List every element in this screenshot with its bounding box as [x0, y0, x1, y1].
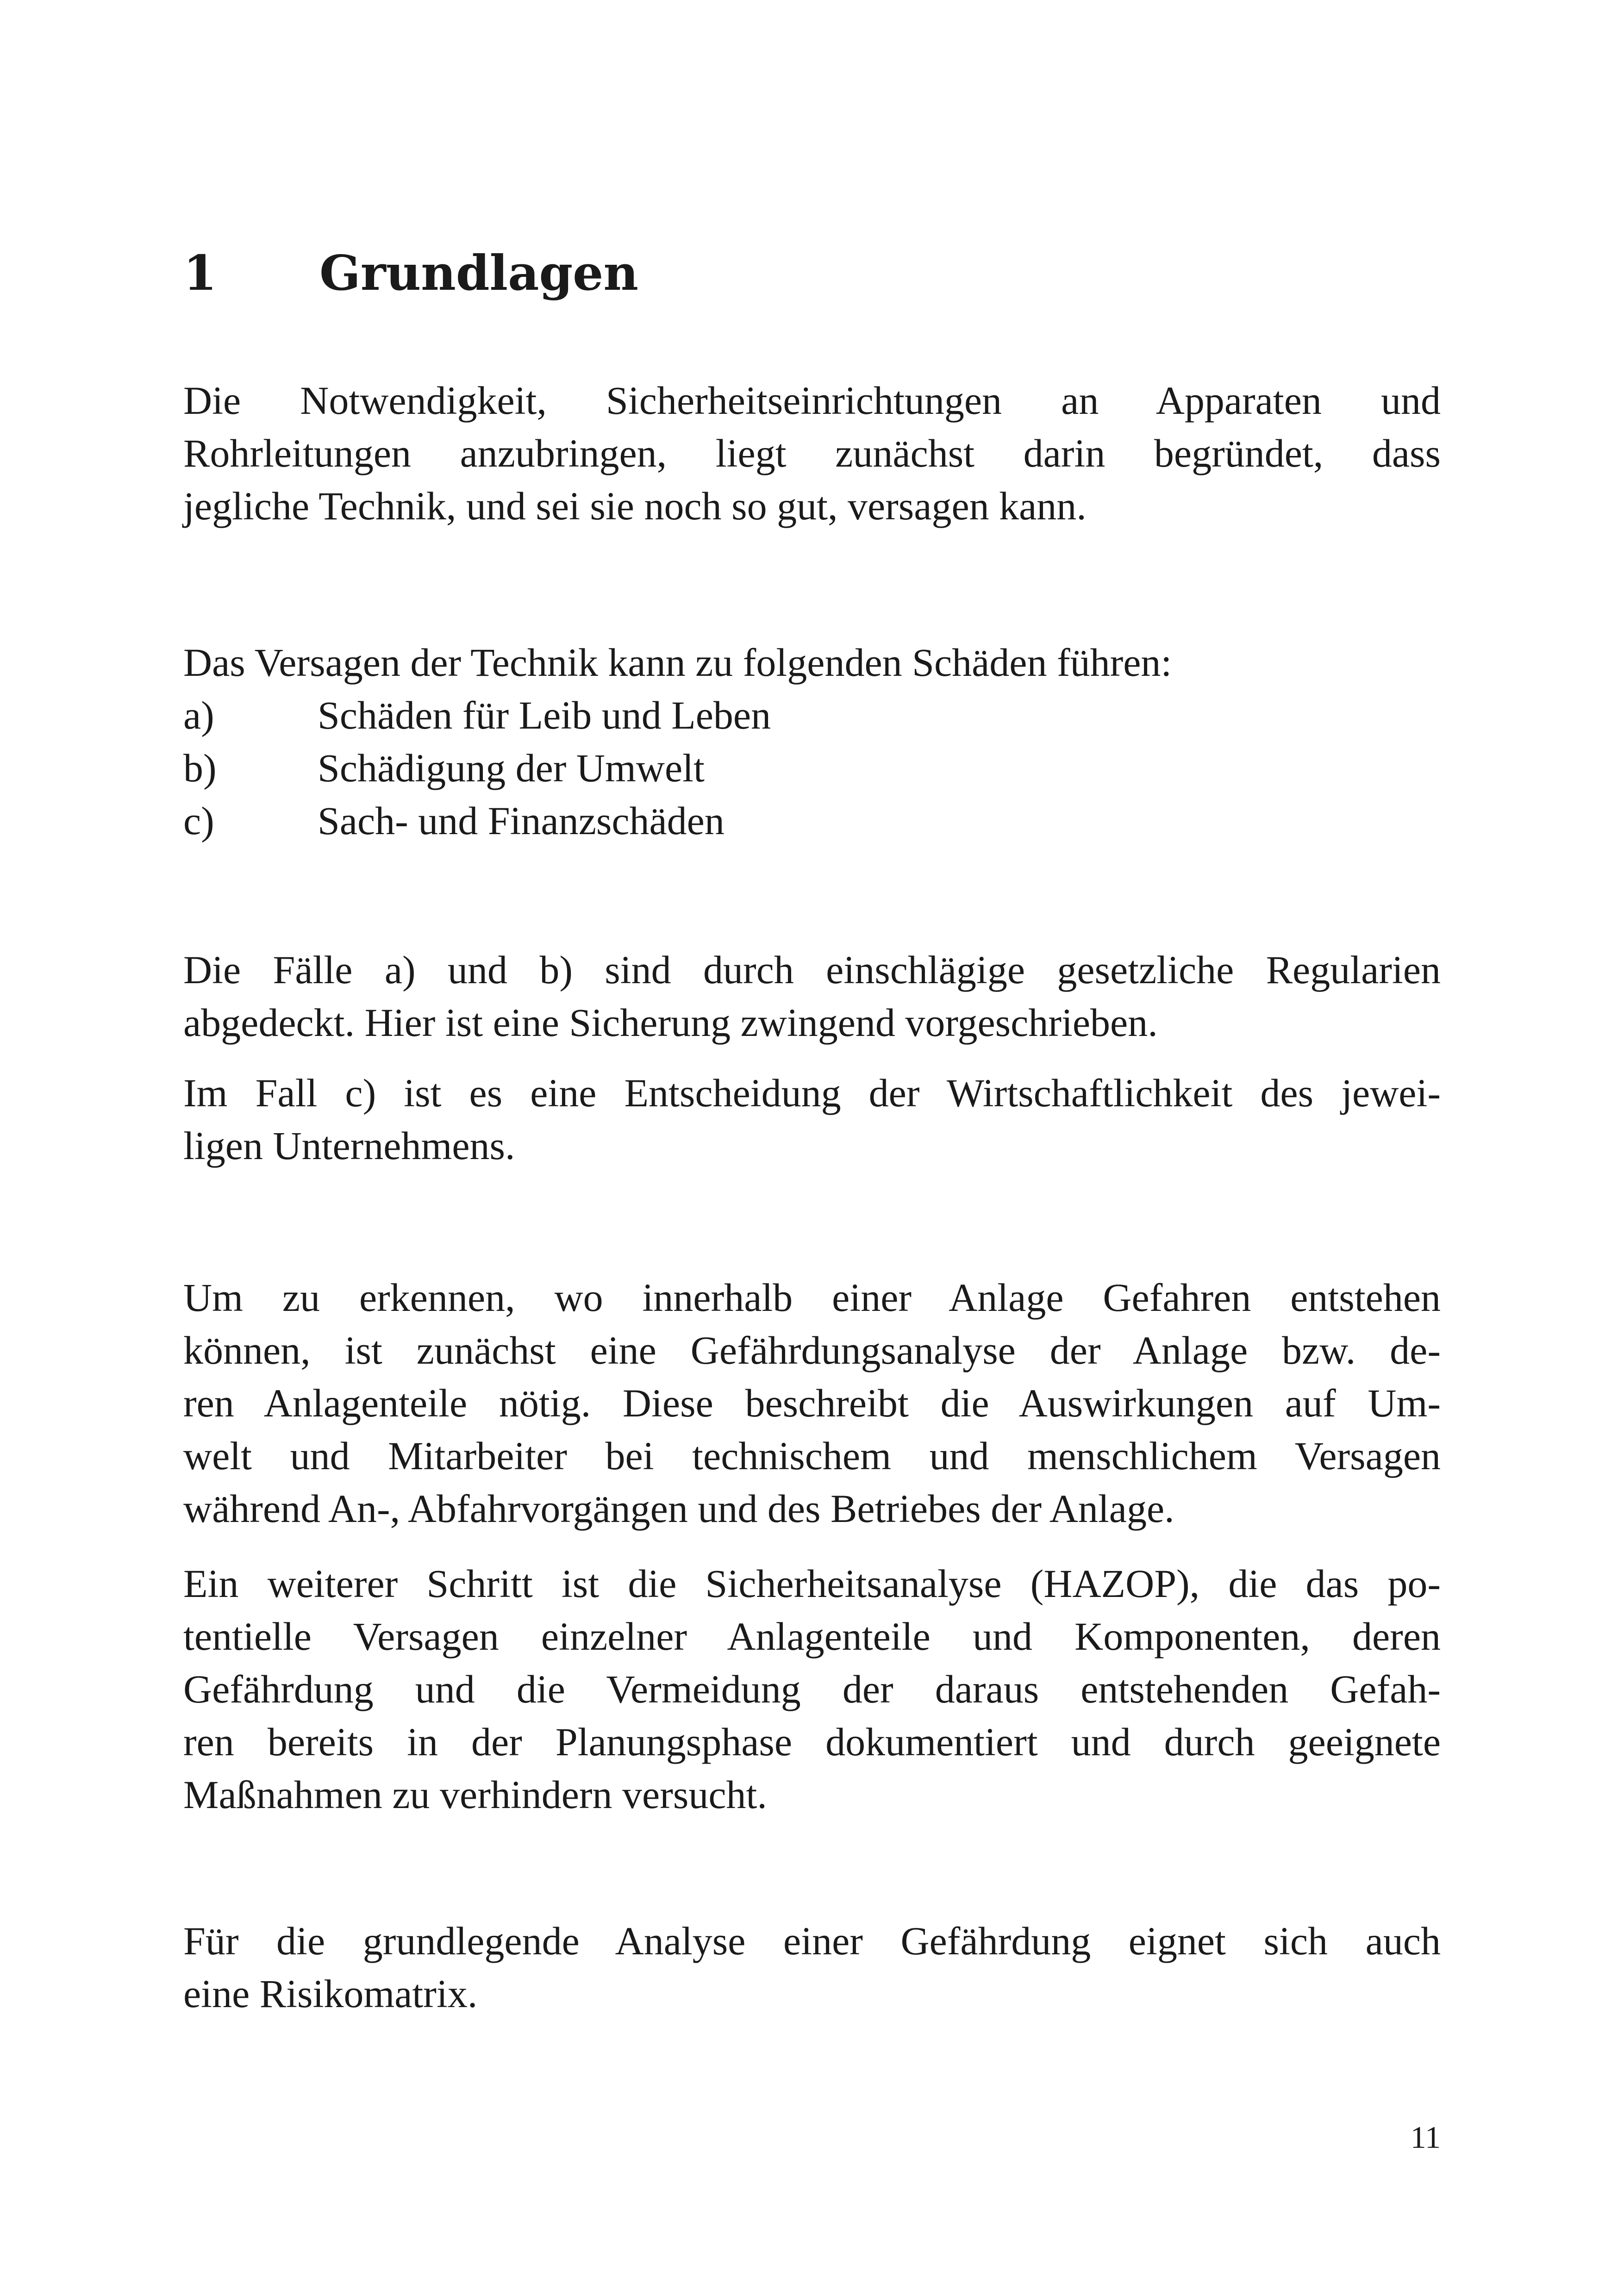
- page-number: 11: [1410, 2120, 1441, 2155]
- text-line: Die Fälle a) und b) sind durch einschlägige gesetzliche Regularien: [183, 948, 1441, 992]
- text-line: Im Fall c) ist es eine Entscheidung der Wirtschaftlichkeit des jewei-: [183, 1071, 1441, 1115]
- list-marker: a): [183, 693, 214, 737]
- text-line: Um zu erkennen, wo innerhalb einer Anlage Gefahren entstehen: [183, 1275, 1441, 1320]
- chapter-title: Grundlagen: [319, 244, 638, 301]
- list-marker: c): [183, 798, 214, 843]
- text-line: können, ist zunächst eine Gefährdungsanalyse der Anlage bzw. de-: [183, 1328, 1441, 1372]
- text-line: jegliche Technik, und sei sie noch so gut, versagen kann.: [183, 484, 1087, 528]
- list-item-text: Sach- und Finanzschäden: [318, 798, 725, 843]
- text-line: abgedeckt. Hier ist eine Sicherung zwingend vorgeschrieben.: [183, 1000, 1158, 1045]
- chapter-number: 1: [183, 244, 217, 301]
- damage-intro: Das Versagen der Technik kann zu folgenden Schäden führen:: [183, 640, 1172, 685]
- text-line: welt und Mitarbeiter bei technischem und menschlichem Versagen: [183, 1434, 1441, 1478]
- list-item: [183, 689, 1441, 742]
- text-line: Ein weiterer Schritt ist die Sicherheitsanalyse (HAZOP), die das po-: [183, 1561, 1441, 1606]
- text-line: Für die grundlegende Analyse einer Gefährdung eignet sich auch: [183, 1919, 1441, 1963]
- paragraph-regulations: [183, 943, 1441, 1049]
- text-line: ren bereits in der Planungsphase dokumentiert und durch geeignete: [183, 1720, 1441, 1764]
- text-line: während An-, Abfahrvorgängen und des Betriebes der Anlage.: [183, 1486, 1174, 1531]
- paragraph-hazard-analysis: [183, 1271, 1441, 1535]
- list-item: [183, 794, 1441, 847]
- list-item-text: Schäden für Leib und Leben: [318, 693, 771, 737]
- list-item-text: Schädigung der Umwelt: [318, 746, 705, 790]
- text-line: Gefährdung und die Vermeidung der daraus entstehenden Gefah-: [183, 1667, 1441, 1711]
- list-item: [183, 742, 1441, 794]
- text-line: eine Risikomatrix.: [183, 1971, 478, 2016]
- text-line: ligen Unternehmens.: [183, 1123, 515, 1168]
- text-line: tentielle Versagen einzelner Anlagenteile und Komponenten, deren: [183, 1614, 1441, 1659]
- paragraph-economics: [183, 1066, 1441, 1172]
- text-line: Maßnahmen zu verhindern versucht.: [183, 1772, 767, 1817]
- paragraph-hazop: [183, 1557, 1441, 1821]
- damage-section: [183, 636, 1441, 847]
- chapter-heading: [183, 241, 638, 306]
- paragraph-risk-matrix: [183, 1915, 1441, 2020]
- text-line: ren Anlagenteile nötig. Diese beschreibt die Auswirkungen auf Um-: [183, 1381, 1441, 1425]
- text-line: Rohrleitungen anzubringen, liegt zunächst darin begründet, dass: [183, 431, 1441, 475]
- paragraph-necessity: [183, 374, 1441, 532]
- list-marker: b): [183, 746, 217, 790]
- text-line: Die Notwendigkeit, Sicherheitseinrichtungen an Apparaten und: [183, 378, 1441, 423]
